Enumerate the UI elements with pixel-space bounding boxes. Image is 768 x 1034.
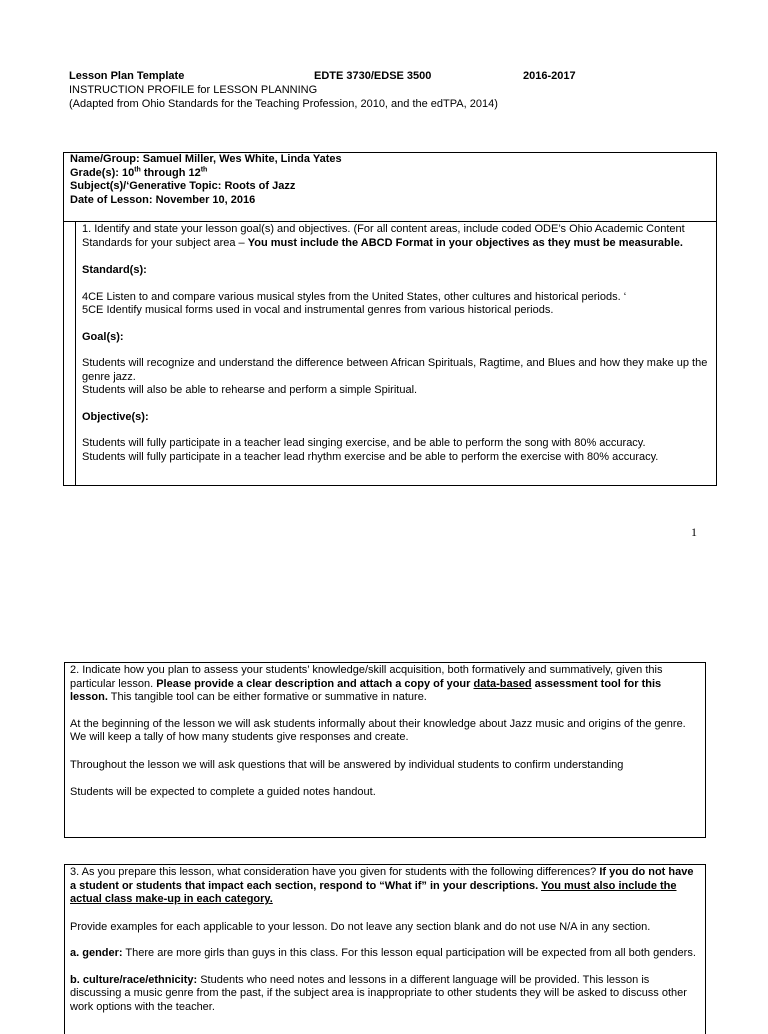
adaptation-note: (Adapted from Ohio Standards for the Teaching Profession, 2010, and the edTPA, 2014) [69, 98, 498, 110]
section3-intro-bold: If you do not have a student or students that impact each section, respond to “What if” in your descriptions. [70, 866, 694, 892]
course-code: EDTE 3730/EDSE 3500 [314, 70, 432, 82]
assessment-paragraph: Students will be expected to complete a guided notes handout. [70, 786, 376, 798]
document-subtitle: INSTRUCTION PROFILE for LESSON PLANNING [69, 84, 318, 96]
grades-end: through 12 [140, 166, 201, 179]
academic-year: 2016-2017 [523, 70, 576, 82]
goals-heading: Goal(s): [82, 330, 124, 343]
section2-bold-part1: Please provide a clear description and attach a copy of your [156, 677, 474, 690]
section2-intro-text: 2. Indicate how you plan to assess your students’ knowledge/skill acquisition, both formatively and summatively, given this particular lesson. [70, 664, 663, 690]
page-number: 1 [691, 525, 697, 539]
objective-item: Students will fully participate in a teacher lead rhythm exercise and be able to perform the exercise with 80% accuracy. [82, 450, 659, 463]
section-assessment [64, 662, 706, 838]
section3-intro-text: 3. As you prepare this lesson, what consideration have you given for students with the following differences? [70, 866, 600, 878]
section3-intro [70, 866, 700, 907]
assessment-paragraph: Throughout the lesson we will ask questions that will be answered by individual students to confirm understanding [70, 758, 624, 771]
grades-superscript-2: th [200, 165, 208, 173]
examples-instruction: Provide examples for each applicable to your lesson. Do not leave any section blank and do not use N/A in any section. [70, 920, 651, 933]
gender-label: a. gender: [70, 947, 123, 959]
section2-bold-part2: assessment tool for this lesson. [70, 677, 662, 703]
document-title: Lesson Plan Template [69, 70, 185, 82]
standards-heading: Standard(s): [82, 264, 147, 276]
standard-item: 5CE Identify musical forms used in vocal and instrumental genres from various historical periods. [82, 304, 554, 316]
objectives-heading: Objective(s): [82, 410, 149, 423]
section2-underlined: data-based [473, 677, 532, 690]
assessment-paragraph: At the beginning of the lesson we will ask students informally about their knowledge about Jazz music and origins of the genre. We will keep a tally of how many students give responses and create. [70, 717, 686, 743]
gender-item [70, 947, 700, 961]
culture-item [70, 974, 700, 1015]
lesson-info-box [63, 152, 717, 222]
objective-item: Students will fully participate in a teacher lead singing exercise, and be able to perform the song with 80% accuracy. [82, 437, 646, 449]
section-goals-objectives [63, 221, 717, 486]
subject-topic: Subject(s)/‘Generative Topic: Roots of Jazz [70, 180, 296, 192]
standard-item: 4CE Listen to and compare various musical styles from the United States, other cultures and historical periods. ‘ [82, 290, 627, 303]
gender-text: There are more girls than guys in this class. For this lesson equal participation will be expected from all both genders. [122, 947, 696, 959]
section1-intro-text: 1. Identify and state your lesson goal(s) and objectives. (For all content areas, include coded ODE’s Ohio Academic Content Standards for your subject area – [82, 223, 685, 249]
section2-intro [70, 664, 700, 705]
grades [70, 167, 710, 181]
section1-intro-bold: You must include the ABCD Format in your objectives as they must be measurable. [247, 236, 683, 249]
section3-underlined: You must also include the actual class make-up in each category. [70, 879, 677, 905]
section1-intro [82, 223, 711, 250]
grades-start: Grade(s): 10 [70, 166, 135, 179]
culture-label: b. culture/race/ethnicity: [70, 973, 198, 986]
goal-item: Students will recognize and understand the difference between African Spirituals, Ragtime, and Blues and how they make up the genre jazz. [82, 357, 708, 383]
section2-intro-end: This tangible tool can be either formative or summative in nature. [107, 691, 427, 703]
name-group: Name/Group: Samuel Miller, Wes White, Linda Yates [70, 153, 342, 165]
section-student-differences [64, 864, 706, 1034]
lesson-date: Date of Lesson: November 10, 2016 [70, 193, 256, 206]
grades-superscript-1: th [134, 165, 141, 173]
goal-item: Students will also be able to rehearse and perform a simple Spiritual. [82, 384, 418, 396]
culture-text: Students who need notes and lessons in a different language will be provided. This lesson is discussing a music genre from the past, if the subject area is inappropriate to other students they will be asked to discuss other work options with the teacher. [70, 973, 687, 1013]
